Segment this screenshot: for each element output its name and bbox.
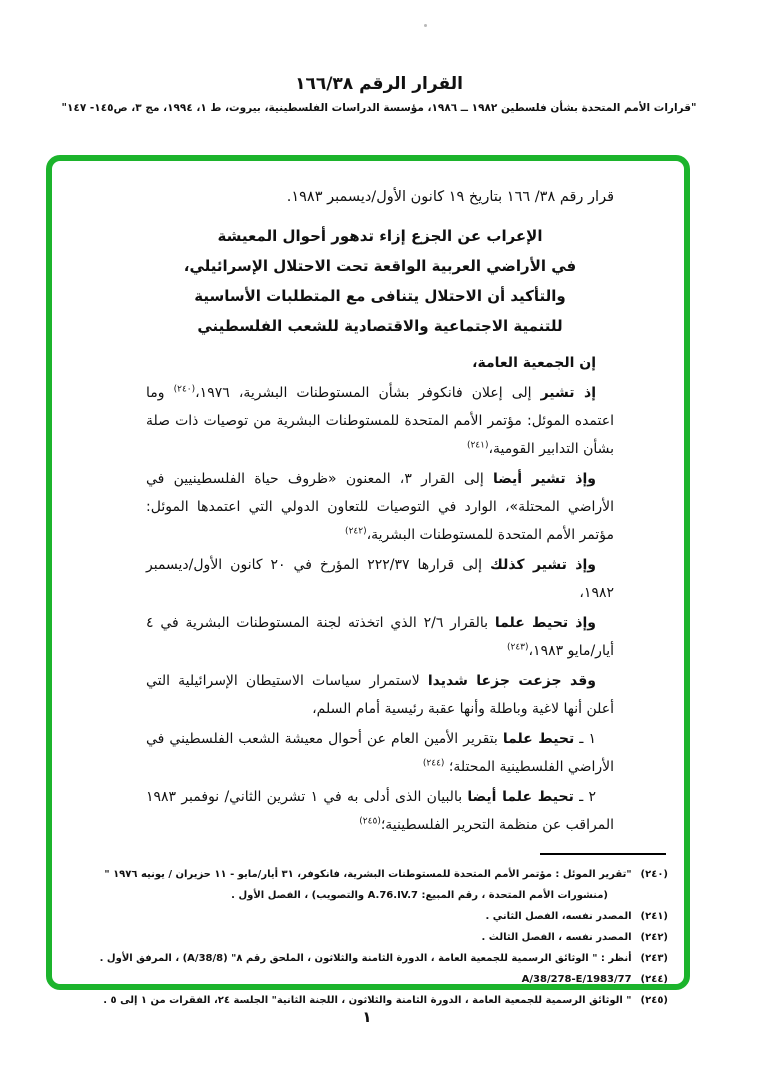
footnote-ref-245: (٢٤٥) — [359, 816, 381, 827]
heading-line-1: الإعراب عن الجزع إزاء تدهور أحوال المعيشة — [217, 227, 543, 245]
footnote-marker: (٢٤١) — [640, 911, 668, 922]
paragraph-text: إلى إعلان فانكوفر بشأن المستوطنات البشرية، ١٩٧٦، — [195, 385, 541, 401]
footnote-text: أنظر : " الوثائق الرسمية للجمعية العامة ، الدورة الثامنة والثلاثون ، الملحق رقم ٨" (A/38/8) ، المرفق الأول . — [99, 953, 632, 964]
footnote-ref-242: (٢٤٢) — [345, 526, 367, 537]
footnote-243 — [72, 948, 668, 969]
footnote-text: المصدر نفسه ، الفصل الثالث . — [481, 932, 632, 943]
paragraph-lead: وإذ تشير كذلك — [490, 557, 596, 573]
paragraph-text: إلى القرار ٣، المعنون «ظروف حياة الفلسطينيين في الأراضي المحتلة»، الوارد في التوصيات للتعاون الدولي التي اعتمدها الموئل: مؤتمر الأمم المتحدة للمستوطنات البشرية، — [146, 471, 614, 543]
resolution-date-line: قرار رقم ٣٨‏/‏ ١٦٦ بتاريخ ١٩ كانون الأول/ديسمبر ١٩٨٣. — [286, 189, 614, 205]
footnote-ref-243: (٢٤٣) — [506, 642, 529, 653]
footnote-marker: (٢٤٤) — [640, 974, 668, 985]
paragraph-recalling-37-222 — [146, 551, 614, 607]
paragraph-lead: وإذ تحيط علما — [494, 615, 596, 631]
footnote-ref-244: (٢٤٤) — [422, 758, 445, 769]
footnote-text: (منشورات الأمم المتحدة ، رقم المبيع: A.76.IV.7 والتصويب) ، الفصل الأول . — [231, 890, 608, 901]
paragraph-text: وما اعتمده الموئل: مؤتمر الأمم المتحدة للمستوطنات البشرية من توصيات ذات صلة بشأن التدابير القومية، — [146, 385, 614, 457]
resolution-heading — [146, 221, 614, 341]
paragraph-lead: وإذ تشير أيضا — [492, 471, 596, 487]
document-title: القرار الرقم ٣٨‏/‏١٦٦ — [295, 74, 463, 94]
footnote-ref-240: (٢٤٠) — [173, 384, 196, 395]
footnote-marker: (٢٤٠) — [640, 869, 668, 880]
paragraph-lead: تحيط علما — [502, 731, 575, 747]
operative-paragraph-2 — [146, 783, 614, 839]
paragraph-text: بتقرير الأمين العام عن أحوال معيشة الشعب الفلسطيني في الأراضي الفلسطينية المحتلة؛ — [146, 731, 614, 775]
page-number: ١ — [362, 1008, 372, 1026]
footnote-241 — [72, 906, 668, 927]
operative-paragraph-1 — [146, 725, 614, 781]
footnote-separator — [540, 853, 666, 855]
preamble-opening: إن الجمعية العامة، — [472, 355, 596, 371]
paragraph-alarmed — [146, 667, 614, 723]
scan-artifact-dot — [424, 24, 427, 27]
paragraph-recalling-resolution-3 — [146, 465, 614, 549]
paragraph-text: بالبيان الذى أدلى به في ١ تشرين الثاني/ نوفمبر ١٩٨٣ المراقب عن منظمة التحرير الفلسطينية؛ — [146, 789, 614, 833]
paragraph-text: بالقرار ٦‏/‏٢ الذي اتخذته لجنة المستوطنات البشرية في ٤ أيار/مايو ١٩٨٣، — [146, 615, 614, 659]
paragraph-number: ١ ـ — [574, 731, 596, 747]
paragraph-text: لاستمرار سياسات الاستيطان الإسرائيلية التي أعلن أنها لاغية وباطلة وأنها عقبة رئيسية أمام السلم، — [146, 673, 614, 717]
footnote-242 — [72, 927, 668, 948]
paragraph-text: إلى قرارها ٣٧‏/‏٢٢٢ المؤرخ في ٢٠ كانون الأول/ديسمبر ١٩٨٢، — [146, 557, 614, 601]
resolution-body — [146, 185, 614, 839]
paragraph-recalling-vancouver — [146, 379, 614, 463]
source-citation: "قرارات الأمم المتحدة بشأن فلسطين ١٩٨٢ ــ ١٩٨٦، مؤسسة الدراسات الفلسطينية، بيروت، ط ١، ١٩٩٤، مج ٣، ص١٤٥- ١٤٧" — [61, 102, 697, 114]
footnote-marker: (٢٤٣) — [640, 953, 668, 964]
footnote-text: المصدر نفسه، الفصل الثاني . — [485, 911, 632, 922]
footnote-text: " الوثائق الرسمية للجمعية العامة ، الدورة الثامنة والثلاثون ، اللجنة الثانية" الجلسة ٢٤، الفقرات من ١ إلى ٥ . — [103, 995, 632, 1006]
resolution-frame — [46, 155, 690, 1006]
heading-line-3: والتأكيد أن الاحتلال يتنافى مع المتطلبات الأساسية — [194, 287, 566, 305]
heading-line-2: في الأراضي العربية الواقعة تحت الاحتلال الإسرائيلي، — [183, 257, 577, 275]
footnote-text: "تقرير الموئل : مؤتمر الأمم المتحدة للمستوطنات البشرية، فانكوفر، ٣١ أيار/مايو - ١١ حزيران / يونيه ١٩٧٦ " — [104, 869, 632, 880]
footnote-240-continuation — [72, 885, 668, 906]
paragraph-lead: وقد جزعت جزعا شديدا — [427, 673, 596, 689]
footnote-marker: (٢٤٢) — [640, 932, 668, 943]
footnotes-section — [72, 853, 668, 1011]
footnote-ref-241: (٢٤١) — [466, 440, 489, 451]
paragraph-lead: تحيط علما أيضا — [467, 789, 574, 805]
heading-line-4: للتنمية الاجتماعية والاقتصادية للشعب الفلسطيني — [197, 317, 563, 335]
footnote-240 — [72, 864, 668, 885]
paragraph-taking-note-6-2 — [146, 609, 614, 665]
paragraph-lead: إذ تشير — [540, 385, 596, 401]
footnote-244 — [72, 969, 668, 990]
footnote-text: A/38/278-E/1983/77 — [521, 974, 632, 985]
footnote-marker: (٢٤٥) — [640, 995, 668, 1006]
paragraph-number: ٢ ـ — [573, 789, 596, 805]
